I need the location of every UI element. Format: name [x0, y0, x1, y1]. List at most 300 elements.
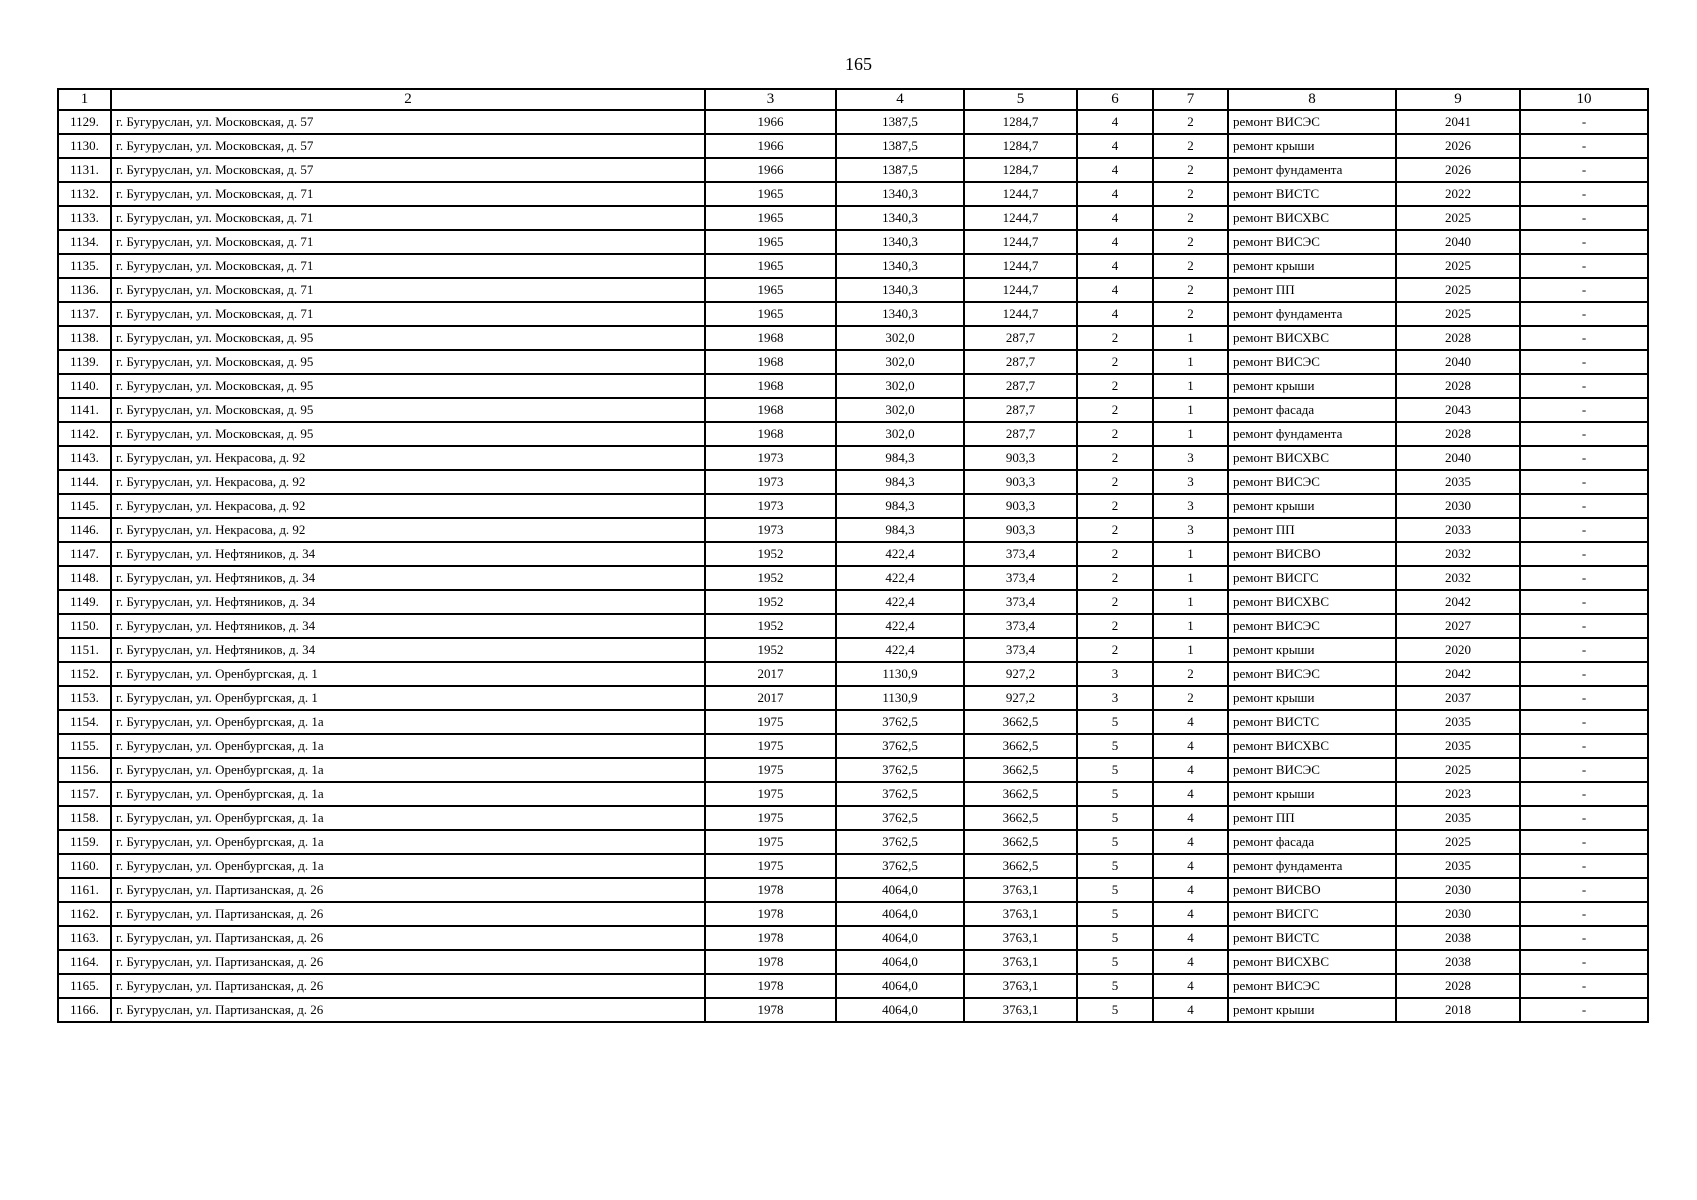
floors-cell: 2: [1077, 326, 1153, 350]
row-number-cell: 1141.: [58, 398, 111, 422]
address-cell: г. Бугуруслан, ул. Московская, д. 71: [111, 278, 705, 302]
table-row: [58, 446, 1648, 470]
living-area-cell: 903,3: [964, 494, 1077, 518]
floors-cell: 2: [1077, 350, 1153, 374]
row-number-cell: 1152.: [58, 662, 111, 686]
total-area-cell: 3762,5: [836, 734, 964, 758]
note-cell: -: [1520, 398, 1648, 422]
living-area-cell: 3662,5: [964, 854, 1077, 878]
total-area-cell: 1340,3: [836, 254, 964, 278]
table-row: [58, 638, 1648, 662]
row-number-cell: 1144.: [58, 470, 111, 494]
year-built-cell: 1975: [705, 734, 836, 758]
note-cell: -: [1520, 158, 1648, 182]
row-number-cell: 1149.: [58, 590, 111, 614]
year-built-cell: 1973: [705, 494, 836, 518]
row-number-cell: 1137.: [58, 302, 111, 326]
planned-year-cell: 2025: [1396, 758, 1520, 782]
table-row: [58, 902, 1648, 926]
living-area-cell: 3763,1: [964, 950, 1077, 974]
column-header-8: 8: [1228, 89, 1396, 110]
year-built-cell: 2017: [705, 686, 836, 710]
note-cell: -: [1520, 878, 1648, 902]
total-area-cell: 3762,5: [836, 782, 964, 806]
row-number-cell: 1136.: [58, 278, 111, 302]
floors-cell: 2: [1077, 398, 1153, 422]
planned-year-cell: 2040: [1396, 230, 1520, 254]
year-built-cell: 1968: [705, 326, 836, 350]
total-area-cell: 3762,5: [836, 830, 964, 854]
floors-cell: 3: [1077, 662, 1153, 686]
living-area-cell: 373,4: [964, 590, 1077, 614]
planned-year-cell: 2035: [1396, 734, 1520, 758]
table-row: [58, 710, 1648, 734]
total-area-cell: 4064,0: [836, 926, 964, 950]
work-type-cell: ремонт фундамента: [1228, 422, 1396, 446]
entrances-cell: 2: [1153, 686, 1228, 710]
address-cell: г. Бугуруслан, ул. Московская, д. 95: [111, 326, 705, 350]
total-area-cell: 302,0: [836, 422, 964, 446]
address-cell: г. Бугуруслан, ул. Московская, д. 95: [111, 422, 705, 446]
work-type-cell: ремонт фасада: [1228, 398, 1396, 422]
year-built-cell: 1975: [705, 782, 836, 806]
address-cell: г. Бугуруслан, ул. Московская, д. 71: [111, 254, 705, 278]
entrances-cell: 2: [1153, 158, 1228, 182]
planned-year-cell: 2032: [1396, 542, 1520, 566]
floors-cell: 4: [1077, 134, 1153, 158]
address-cell: г. Бугуруслан, ул. Оренбургская, д. 1: [111, 686, 705, 710]
work-type-cell: ремонт ВИСТС: [1228, 710, 1396, 734]
entrances-cell: 4: [1153, 830, 1228, 854]
table-row: [58, 158, 1648, 182]
row-number-cell: 1138.: [58, 326, 111, 350]
column-header-2: 2: [111, 89, 705, 110]
living-area-cell: 903,3: [964, 518, 1077, 542]
column-header-7: 7: [1153, 89, 1228, 110]
living-area-cell: 903,3: [964, 446, 1077, 470]
work-type-cell: ремонт крыши: [1228, 134, 1396, 158]
total-area-cell: 4064,0: [836, 974, 964, 998]
year-built-cell: 1952: [705, 590, 836, 614]
work-type-cell: ремонт ВИСТС: [1228, 926, 1396, 950]
year-built-cell: 1968: [705, 350, 836, 374]
work-type-cell: ремонт ВИСХВС: [1228, 734, 1396, 758]
living-area-cell: 287,7: [964, 326, 1077, 350]
year-built-cell: 1965: [705, 182, 836, 206]
work-type-cell: ремонт ВИСЭС: [1228, 758, 1396, 782]
entrances-cell: 4: [1153, 710, 1228, 734]
living-area-cell: 1244,7: [964, 302, 1077, 326]
address-cell: г. Бугуруслан, ул. Оренбургская, д. 1а: [111, 758, 705, 782]
address-cell: г. Бугуруслан, ул. Оренбургская, д. 1а: [111, 782, 705, 806]
entrances-cell: 1: [1153, 374, 1228, 398]
living-area-cell: 3662,5: [964, 830, 1077, 854]
note-cell: -: [1520, 374, 1648, 398]
floors-cell: 4: [1077, 182, 1153, 206]
year-built-cell: 1978: [705, 950, 836, 974]
entrances-cell: 2: [1153, 254, 1228, 278]
planned-year-cell: 2026: [1396, 134, 1520, 158]
work-type-cell: ремонт ВИСТС: [1228, 182, 1396, 206]
living-area-cell: 1244,7: [964, 278, 1077, 302]
total-area-cell: 984,3: [836, 518, 964, 542]
entrances-cell: 4: [1153, 878, 1228, 902]
address-cell: г. Бугуруслан, ул. Оренбургская, д. 1а: [111, 710, 705, 734]
planned-year-cell: 2023: [1396, 782, 1520, 806]
year-built-cell: 1975: [705, 854, 836, 878]
address-cell: г. Бугуруслан, ул. Оренбургская, д. 1а: [111, 806, 705, 830]
living-area-cell: 287,7: [964, 374, 1077, 398]
living-area-cell: 3763,1: [964, 878, 1077, 902]
table-row: [58, 878, 1648, 902]
entrances-cell: 2: [1153, 182, 1228, 206]
row-number-cell: 1151.: [58, 638, 111, 662]
living-area-cell: 287,7: [964, 398, 1077, 422]
living-area-cell: 3763,1: [964, 926, 1077, 950]
note-cell: -: [1520, 206, 1648, 230]
address-cell: г. Бугуруслан, ул. Московская, д. 71: [111, 182, 705, 206]
note-cell: -: [1520, 350, 1648, 374]
address-cell: г. Бугуруслан, ул. Нефтяников, д. 34: [111, 566, 705, 590]
work-type-cell: ремонт ВИСХВС: [1228, 950, 1396, 974]
address-cell: г. Бугуруслан, ул. Московская, д. 57: [111, 110, 705, 134]
work-type-cell: ремонт ПП: [1228, 518, 1396, 542]
address-cell: г. Бугуруслан, ул. Московская, д. 95: [111, 374, 705, 398]
column-header-10: 10: [1520, 89, 1648, 110]
entrances-cell: 4: [1153, 998, 1228, 1022]
row-number-cell: 1162.: [58, 902, 111, 926]
planned-year-cell: 2022: [1396, 182, 1520, 206]
floors-cell: 2: [1077, 422, 1153, 446]
work-type-cell: ремонт ВИСЭС: [1228, 110, 1396, 134]
entrances-cell: 2: [1153, 230, 1228, 254]
entrances-cell: 4: [1153, 758, 1228, 782]
work-type-cell: ремонт ВИСВО: [1228, 542, 1396, 566]
work-type-cell: ремонт ВИСХВС: [1228, 206, 1396, 230]
note-cell: -: [1520, 542, 1648, 566]
note-cell: -: [1520, 926, 1648, 950]
table-row: [58, 950, 1648, 974]
total-area-cell: 422,4: [836, 590, 964, 614]
table-row: [58, 398, 1648, 422]
table-row: [58, 782, 1648, 806]
planned-year-cell: 2025: [1396, 278, 1520, 302]
entrances-cell: 2: [1153, 662, 1228, 686]
work-type-cell: ремонт ВИСЭС: [1228, 662, 1396, 686]
planned-year-cell: 2030: [1396, 494, 1520, 518]
row-number-cell: 1165.: [58, 974, 111, 998]
planned-year-cell: 2018: [1396, 998, 1520, 1022]
row-number-cell: 1146.: [58, 518, 111, 542]
living-area-cell: 3662,5: [964, 734, 1077, 758]
planned-year-cell: 2027: [1396, 614, 1520, 638]
total-area-cell: 3762,5: [836, 758, 964, 782]
year-built-cell: 1965: [705, 278, 836, 302]
column-header-4: 4: [836, 89, 964, 110]
planned-year-cell: 2041: [1396, 110, 1520, 134]
entrances-cell: 4: [1153, 854, 1228, 878]
table-row: [58, 566, 1648, 590]
row-number-cell: 1132.: [58, 182, 111, 206]
row-number-cell: 1135.: [58, 254, 111, 278]
table-row: [58, 830, 1648, 854]
planned-year-cell: 2035: [1396, 470, 1520, 494]
table-row: [58, 494, 1648, 518]
row-number-cell: 1157.: [58, 782, 111, 806]
row-number-cell: 1166.: [58, 998, 111, 1022]
note-cell: -: [1520, 734, 1648, 758]
work-type-cell: ремонт ВИСГС: [1228, 902, 1396, 926]
living-area-cell: 927,2: [964, 662, 1077, 686]
planned-year-cell: 2043: [1396, 398, 1520, 422]
entrances-cell: 3: [1153, 446, 1228, 470]
year-built-cell: 1952: [705, 614, 836, 638]
work-type-cell: ремонт ВИСГС: [1228, 566, 1396, 590]
floors-cell: 4: [1077, 158, 1153, 182]
address-cell: г. Бугуруслан, ул. Партизанская, д. 26: [111, 902, 705, 926]
entrances-cell: 4: [1153, 974, 1228, 998]
row-number-cell: 1131.: [58, 158, 111, 182]
floors-cell: 4: [1077, 230, 1153, 254]
note-cell: -: [1520, 302, 1648, 326]
entrances-cell: 3: [1153, 470, 1228, 494]
row-number-cell: 1153.: [58, 686, 111, 710]
living-area-cell: 3662,5: [964, 758, 1077, 782]
column-header-6: 6: [1077, 89, 1153, 110]
floors-cell: 4: [1077, 302, 1153, 326]
total-area-cell: 3762,5: [836, 854, 964, 878]
address-cell: г. Бугуруслан, ул. Некрасова, д. 92: [111, 518, 705, 542]
floors-cell: 5: [1077, 902, 1153, 926]
work-type-cell: ремонт крыши: [1228, 638, 1396, 662]
living-area-cell: 1244,7: [964, 182, 1077, 206]
floors-cell: 2: [1077, 542, 1153, 566]
planned-year-cell: 2035: [1396, 854, 1520, 878]
work-type-cell: ремонт фундамента: [1228, 854, 1396, 878]
total-area-cell: 422,4: [836, 566, 964, 590]
year-built-cell: 1978: [705, 974, 836, 998]
row-number-cell: 1129.: [58, 110, 111, 134]
floors-cell: 2: [1077, 494, 1153, 518]
living-area-cell: 373,4: [964, 614, 1077, 638]
row-number-cell: 1150.: [58, 614, 111, 638]
table-row: [58, 614, 1648, 638]
year-built-cell: 1978: [705, 998, 836, 1022]
table-row: [58, 422, 1648, 446]
entrances-cell: 4: [1153, 734, 1228, 758]
work-type-cell: ремонт ПП: [1228, 278, 1396, 302]
total-area-cell: 4064,0: [836, 902, 964, 926]
total-area-cell: 302,0: [836, 374, 964, 398]
entrances-cell: 2: [1153, 206, 1228, 230]
planned-year-cell: 2042: [1396, 590, 1520, 614]
work-type-cell: ремонт ВИСХВС: [1228, 590, 1396, 614]
table-row: [58, 590, 1648, 614]
table-row: [58, 182, 1648, 206]
address-cell: г. Бугуруслан, ул. Оренбургская, д. 1а: [111, 734, 705, 758]
total-area-cell: 1130,9: [836, 686, 964, 710]
planned-year-cell: 2025: [1396, 302, 1520, 326]
planned-year-cell: 2028: [1396, 974, 1520, 998]
floors-cell: 5: [1077, 878, 1153, 902]
note-cell: -: [1520, 134, 1648, 158]
year-built-cell: 1965: [705, 254, 836, 278]
entrances-cell: 4: [1153, 782, 1228, 806]
column-header-3: 3: [705, 89, 836, 110]
table-row: [58, 254, 1648, 278]
floors-cell: 2: [1077, 470, 1153, 494]
planned-year-cell: 2030: [1396, 878, 1520, 902]
planned-year-cell: 2033: [1396, 518, 1520, 542]
floors-cell: 4: [1077, 110, 1153, 134]
total-area-cell: 984,3: [836, 494, 964, 518]
table-row: [58, 854, 1648, 878]
note-cell: -: [1520, 950, 1648, 974]
total-area-cell: 984,3: [836, 470, 964, 494]
floors-cell: 2: [1077, 638, 1153, 662]
living-area-cell: 373,4: [964, 566, 1077, 590]
note-cell: -: [1520, 686, 1648, 710]
row-number-cell: 1160.: [58, 854, 111, 878]
note-cell: -: [1520, 254, 1648, 278]
row-number-cell: 1155.: [58, 734, 111, 758]
entrances-cell: 1: [1153, 350, 1228, 374]
table-row: [58, 134, 1648, 158]
total-area-cell: 1340,3: [836, 182, 964, 206]
work-type-cell: ремонт ВИСЭС: [1228, 230, 1396, 254]
floors-cell: 2: [1077, 590, 1153, 614]
table-row: [58, 302, 1648, 326]
row-number-cell: 1154.: [58, 710, 111, 734]
table-row: [58, 806, 1648, 830]
work-type-cell: ремонт фундамента: [1228, 302, 1396, 326]
planned-year-cell: 2025: [1396, 254, 1520, 278]
entrances-cell: 1: [1153, 542, 1228, 566]
table-row: [58, 662, 1648, 686]
floors-cell: 5: [1077, 782, 1153, 806]
planned-year-cell: 2028: [1396, 374, 1520, 398]
entrances-cell: 1: [1153, 638, 1228, 662]
floors-cell: 5: [1077, 854, 1153, 878]
planned-year-cell: 2020: [1396, 638, 1520, 662]
total-area-cell: 3762,5: [836, 710, 964, 734]
total-area-cell: 422,4: [836, 614, 964, 638]
year-built-cell: 1965: [705, 206, 836, 230]
year-built-cell: 1966: [705, 134, 836, 158]
table-row: [58, 518, 1648, 542]
living-area-cell: 1244,7: [964, 230, 1077, 254]
address-cell: г. Бугуруслан, ул. Партизанская, д. 26: [111, 878, 705, 902]
year-built-cell: 1978: [705, 902, 836, 926]
address-cell: г. Бугуруслан, ул. Некрасова, д. 92: [111, 446, 705, 470]
living-area-cell: 903,3: [964, 470, 1077, 494]
entrances-cell: 1: [1153, 422, 1228, 446]
total-area-cell: 1340,3: [836, 230, 964, 254]
note-cell: -: [1520, 422, 1648, 446]
entrances-cell: 3: [1153, 494, 1228, 518]
row-number-cell: 1148.: [58, 566, 111, 590]
note-cell: -: [1520, 446, 1648, 470]
note-cell: -: [1520, 110, 1648, 134]
note-cell: -: [1520, 470, 1648, 494]
year-built-cell: 2017: [705, 662, 836, 686]
total-area-cell: 4064,0: [836, 950, 964, 974]
living-area-cell: 373,4: [964, 542, 1077, 566]
total-area-cell: 1340,3: [836, 278, 964, 302]
total-area-cell: 1340,3: [836, 206, 964, 230]
planned-year-cell: 2030: [1396, 902, 1520, 926]
row-number-cell: 1161.: [58, 878, 111, 902]
living-area-cell: 287,7: [964, 422, 1077, 446]
planned-year-cell: 2028: [1396, 326, 1520, 350]
planned-year-cell: 2025: [1396, 206, 1520, 230]
address-cell: г. Бугуруслан, ул. Партизанская, д. 26: [111, 926, 705, 950]
year-built-cell: 1965: [705, 230, 836, 254]
address-cell: г. Бугуруслан, ул. Московская, д. 71: [111, 230, 705, 254]
row-number-cell: 1140.: [58, 374, 111, 398]
note-cell: -: [1520, 830, 1648, 854]
table-row: [58, 350, 1648, 374]
entrances-cell: 2: [1153, 134, 1228, 158]
total-area-cell: 302,0: [836, 350, 964, 374]
table-row: [58, 758, 1648, 782]
address-cell: г. Бугуруслан, ул. Нефтяников, д. 34: [111, 614, 705, 638]
note-cell: -: [1520, 566, 1648, 590]
floors-cell: 5: [1077, 806, 1153, 830]
work-type-cell: ремонт ПП: [1228, 806, 1396, 830]
repair-register-table: [57, 88, 1649, 1023]
note-cell: -: [1520, 662, 1648, 686]
table-row: [58, 206, 1648, 230]
entrances-cell: 1: [1153, 566, 1228, 590]
row-number-cell: 1143.: [58, 446, 111, 470]
table-row: [58, 110, 1648, 134]
year-built-cell: 1975: [705, 806, 836, 830]
living-area-cell: 927,2: [964, 686, 1077, 710]
table-row: [58, 734, 1648, 758]
table-row: [58, 326, 1648, 350]
address-cell: г. Бугуруслан, ул. Московская, д. 57: [111, 134, 705, 158]
note-cell: -: [1520, 782, 1648, 806]
note-cell: -: [1520, 758, 1648, 782]
row-number-cell: 1159.: [58, 830, 111, 854]
year-built-cell: 1975: [705, 710, 836, 734]
floors-cell: 5: [1077, 926, 1153, 950]
total-area-cell: 1387,5: [836, 158, 964, 182]
entrances-cell: 4: [1153, 806, 1228, 830]
work-type-cell: ремонт ВИСВО: [1228, 878, 1396, 902]
entrances-cell: 4: [1153, 950, 1228, 974]
floors-cell: 4: [1077, 278, 1153, 302]
floors-cell: 5: [1077, 710, 1153, 734]
entrances-cell: 1: [1153, 398, 1228, 422]
table-row: [58, 926, 1648, 950]
note-cell: -: [1520, 902, 1648, 926]
column-header-1: 1: [58, 89, 111, 110]
total-area-cell: 302,0: [836, 326, 964, 350]
address-cell: г. Бугуруслан, ул. Оренбургская, д. 1а: [111, 854, 705, 878]
floors-cell: 3: [1077, 686, 1153, 710]
year-built-cell: 1952: [705, 542, 836, 566]
living-area-cell: 3662,5: [964, 806, 1077, 830]
living-area-cell: 3662,5: [964, 782, 1077, 806]
year-built-cell: 1973: [705, 518, 836, 542]
row-number-cell: 1163.: [58, 926, 111, 950]
living-area-cell: 3662,5: [964, 710, 1077, 734]
table-row: [58, 230, 1648, 254]
row-number-cell: 1133.: [58, 206, 111, 230]
planned-year-cell: 2035: [1396, 710, 1520, 734]
